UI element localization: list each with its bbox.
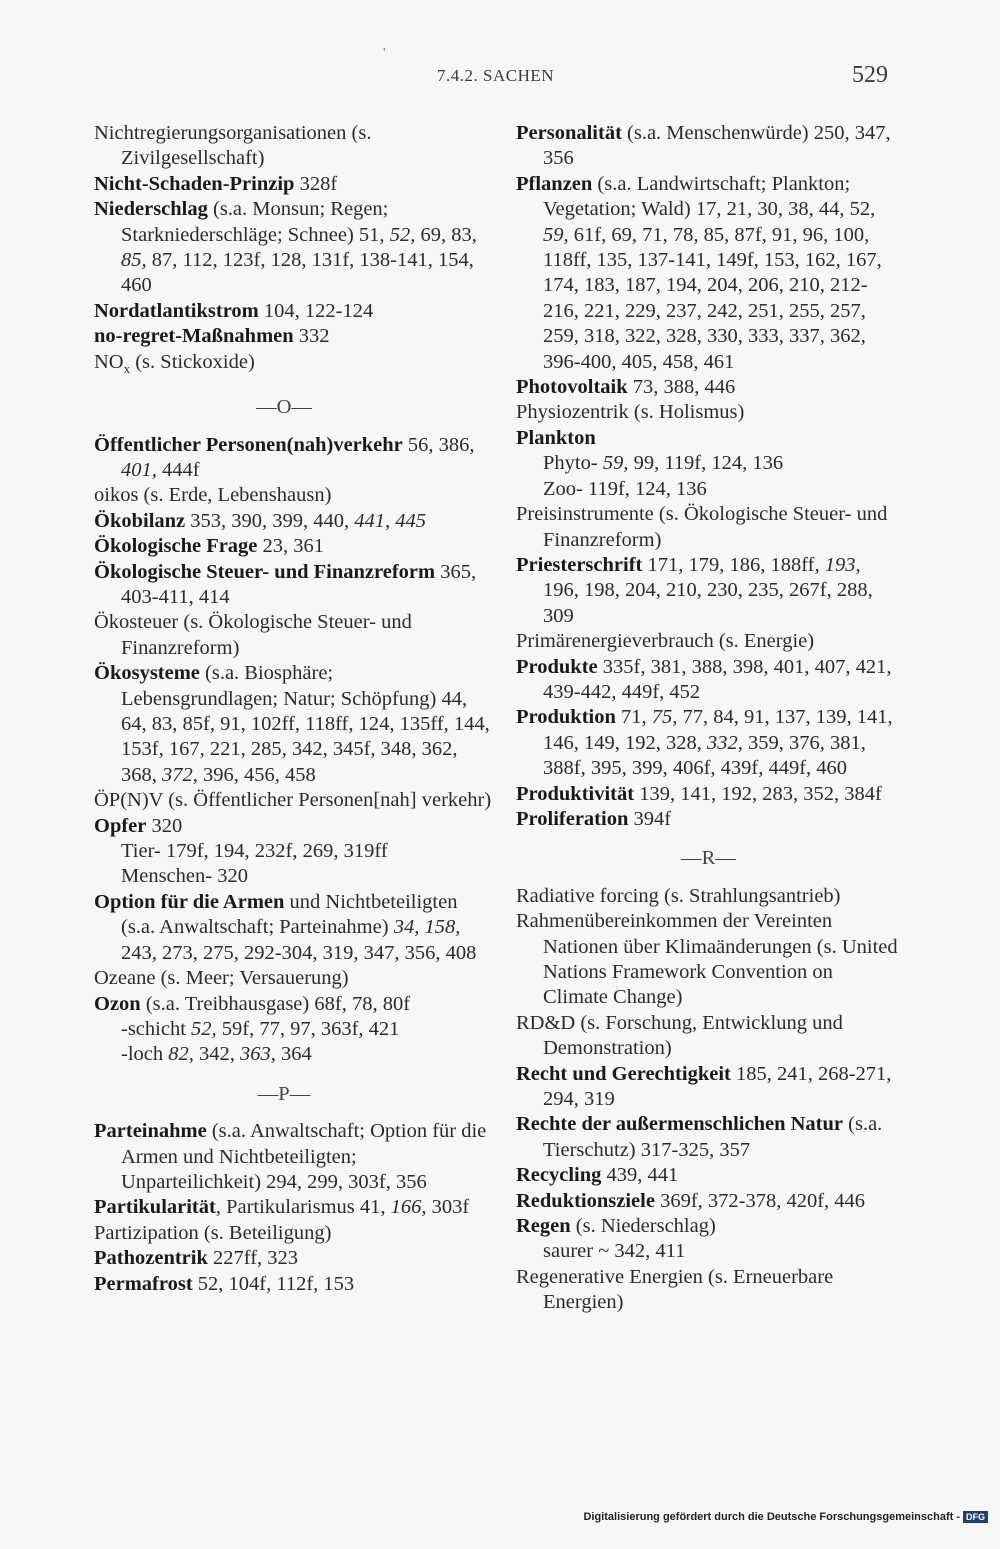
dfg-logo: DFG [963, 1511, 988, 1523]
index-entry [94, 324, 494, 349]
index-entry: Primärenergieverbrauch (s. Energie) [516, 630, 815, 653]
entry-head: Niederschlag [94, 198, 208, 221]
entry-refs: 73, 388, 446 [627, 376, 736, 399]
entry-head: Ökologische Steuer- und Finanzreform [94, 560, 436, 583]
entry-refs: (s.a. Landwirtschaft; Plankton; Vegetation; Wald) 17, 21, 30, 38, 44, 52, [543, 172, 876, 221]
entry-refs: (s. Niederschlag) [570, 1215, 716, 1238]
index-entry [94, 890, 494, 966]
index-entry [94, 814, 494, 839]
index-entry [94, 197, 494, 299]
entry-refs: 359, 376, 381, 388f, 395, 399, 406f, 439f, 449f, 460 [543, 731, 866, 780]
entry-head: Recht und Gerechtigkeit [516, 1062, 731, 1085]
index-entry [94, 1272, 494, 1297]
entry-ref-italic: 34, 158, [393, 916, 461, 939]
entry-text: NO [94, 350, 124, 373]
index-entry: Preisinstrumente (s. Ökologische Steuer- und Finanzreform) [516, 503, 888, 551]
entry-refs: 365, 403-411, 414 [121, 560, 477, 608]
entry-refs: (s.a. Treibhausgase) 68f, 78, 80f [140, 992, 411, 1015]
entry-refs: (s.a. Monsun; Regen; Starkniederschläge; Schnee) 51, [121, 198, 390, 246]
entry-head: Regen [516, 1215, 571, 1238]
entry-ref-italic: 85, [121, 249, 147, 272]
index-entry: ÖP(N)V (s. Öffentlicher Personen[nah] verkehr) [94, 789, 492, 812]
entry-head: Partikularität [94, 1196, 216, 1219]
index-entry [516, 172, 901, 375]
entry-ref-italic: 59, [602, 452, 629, 475]
entry-head: Ozon [94, 992, 141, 1015]
entry-ref-italic: 441, 445 [354, 509, 427, 532]
entry-head: Produktivität [516, 782, 635, 805]
index-entry [94, 661, 494, 788]
index-entry: Physiozentrik (s. Holismus) [516, 401, 745, 424]
entry-refs: 87, 112, 123f, 128, 131f, 138-141, 154, 460 [121, 249, 474, 297]
index-entry [516, 1163, 901, 1188]
entry-text: Nichtregierungsorganisationen (s. [94, 122, 372, 144]
index-subentry: Zoo- 119f, 124, 136 [543, 477, 707, 500]
entry-refs: 369f, 372-378, 420f, 446 [654, 1189, 866, 1212]
index-entry [516, 1214, 901, 1239]
entry-head: Öffentlicher Personen(nah)verkehr [94, 433, 403, 456]
entry-ref-italic: 59, [543, 223, 569, 246]
page-number: 529 [852, 62, 888, 88]
index-subentry: Tier- 179f, 194, 232f, 269, 319ff [121, 840, 388, 863]
entry-head: Permafrost [94, 1272, 193, 1295]
entry-refs: 139, 141, 192, 283, 352, 384f [634, 782, 882, 805]
index-entry [516, 807, 901, 832]
entry-head: Produkte [516, 655, 598, 678]
index-entry: Rahmenübereinkommen der Vereinten Nationen über Klimaänderungen (s. United Nations Framework Convention on Climate Change) [516, 910, 898, 1009]
entry-refs: 61f, 69, 71, 78, 85, 87f, 91, 96, 100, 118ff, 135, 137-141, 149f, 153, 162, 167, 174, 183, 187, 194, 204, 206, 210, 212-216, 221, 229, 237, 242, 251, 255, 257, 259, 318, 322, 328, 330, 333, 337, 362, 396-400, 405, 458, 461 [543, 223, 882, 373]
entry-head: Recycling [516, 1164, 602, 1187]
entry-head: no-regret-Maßnahmen [94, 325, 294, 348]
section-letter-p: —P— [257, 1082, 311, 1105]
entry-refs: 104, 122-124 [258, 299, 374, 322]
entry-head: Parteinahme [94, 1120, 207, 1143]
entry-text: Phyto- [543, 452, 603, 475]
entry-text: 364 [275, 1043, 312, 1066]
entry-ref-italic: 166, [390, 1196, 427, 1219]
entry-head: Proliferation [516, 807, 629, 830]
entry-refs: 69, 83, [415, 223, 477, 246]
index-entry: Radiative forcing (s. Strahlungsantrieb) [516, 884, 841, 907]
entry-head: Plankton [516, 426, 596, 449]
entry-head: Nicht-Schaden-Prinzip [94, 172, 295, 195]
index-entry [516, 1189, 901, 1214]
index-entry [94, 172, 494, 197]
entry-refs: (s.a. Menschenwürde) 250, 347, 356 [543, 122, 891, 170]
entry-refs: 185, 241, 268-271, 294, 319 [543, 1062, 892, 1111]
stray-mark: ' [383, 46, 386, 61]
entry-ref-italic: 82, [168, 1043, 194, 1066]
index-entry [94, 560, 494, 611]
index-entry [94, 1195, 494, 1220]
entry-text: 99, 119f, 124, 136 [628, 452, 784, 475]
entry-refs: 227ff, 323 [207, 1247, 299, 1270]
entry-refs: (s.a. Biosphäre; Lebensgrundlagen; Natur; Schöpfung) 44, 64, 83, 85f, 91, 102ff, 118ff, 124, 135ff, 144, 153f, 167, 221, 285, 342, 345f, 348, 362, 368, [121, 662, 490, 786]
entry-refs: 77, 84, 91, 137, 139, 141, 146, 149, 192, 328, [543, 706, 893, 754]
entry-refs: (s.a. Anwaltschaft; Option für die Armen und Nichtbeteiligten; Unparteilichkeit) 294, 299, 303f, 356 [121, 1120, 487, 1193]
index-entry: Ozeane (s. Meer; Versauerung) [94, 967, 349, 990]
index-entry [516, 655, 901, 706]
index-entry [516, 782, 901, 807]
entry-head: Ökobilanz [94, 509, 186, 532]
index-entry [94, 299, 494, 324]
entry-refs: , Partikularismus 41, [215, 1196, 391, 1219]
index-entry [94, 992, 494, 1017]
entry-ref-italic: 52, [389, 223, 416, 246]
entry-refs: 52, 104f, 112f, 153 [192, 1272, 355, 1295]
entry-head: Pathozentrik [94, 1247, 208, 1270]
entry-refs: 243, 273, 275, 292-304, 319, 347, 356, 408 [121, 941, 477, 964]
entry-head: Ökologische Frage [94, 535, 258, 558]
entry-text: Zivilgesellschaft) [121, 147, 265, 170]
entry-refs: 196, 198, 204, 210, 230, 235, 267f, 288, 309 [543, 579, 873, 627]
entry-head: Priesterschrift [516, 553, 643, 576]
entry-refs: und Nichtbeteiligten (s.a. Anwaltschaft; Parteinahme) [121, 890, 458, 939]
entry-ref-italic: 75, [651, 706, 678, 729]
entry-head: Produktion [516, 706, 616, 729]
entry-refs: 353, 390, 399, 440, [185, 509, 355, 532]
section-letter-r: —R— [681, 847, 736, 870]
subscript: x [123, 360, 131, 376]
entry-ref-italic: 193, [824, 553, 861, 576]
index-entry [94, 1119, 494, 1195]
entry-head: Ökosysteme [94, 662, 200, 685]
index-entry [94, 509, 494, 534]
entry-ref-italic: 332, [707, 731, 743, 754]
entry-refs: (s.a. Tierschutz) 317-325, 357 [543, 1113, 883, 1161]
footer-text: Digitalisierung gefördert durch die Deutsche Forschungsgemeinschaft - [583, 1511, 960, 1523]
entry-head: Opfer [94, 814, 147, 837]
index-entry [94, 121, 494, 172]
index-entry: Ökosteuer (s. Ökologische Steuer- und Finanzreform) [94, 611, 412, 659]
entry-refs: 444f [156, 458, 200, 481]
index-subentry [94, 1042, 494, 1067]
index-entry: Regenerative Energien (s. Erneuerbare Energien) [516, 1265, 834, 1314]
index-entry: Partizipation (s. Beteiligung) [94, 1221, 332, 1244]
entry-refs: 439, 441 [601, 1164, 679, 1187]
index-entry [516, 375, 901, 400]
entry-refs: 71, [615, 706, 652, 729]
index-entry: oikos (s. Erde, Lebenshausn) [94, 484, 332, 507]
index-entry [516, 1062, 901, 1113]
index-entry [94, 433, 494, 484]
index-entry [516, 553, 901, 629]
entry-text: -loch [121, 1043, 169, 1066]
running-head: 7.4.2. SACHEN [437, 66, 555, 85]
entry-refs: 328f [294, 172, 338, 195]
index-entry [94, 1246, 494, 1271]
section-letter-o: —O— [256, 396, 312, 419]
entry-head: Nordatlantikstrom [94, 299, 259, 322]
entry-text: 59f, 77, 97, 363f, 421 [216, 1017, 400, 1040]
entry-head: Rechte der außermenschlichen Natur [516, 1113, 844, 1136]
entry-refs: 303f [426, 1196, 470, 1219]
index-entry [516, 705, 901, 781]
index-entry [94, 534, 494, 559]
index-entry [516, 121, 901, 172]
entry-head: Photovoltaik [516, 376, 628, 399]
entry-ref-italic: 401, [121, 458, 157, 481]
entry-refs: 320 [146, 814, 183, 837]
index-subentry [94, 1017, 494, 1042]
entry-refs: 23, 361 [257, 535, 325, 558]
index-entry [94, 350, 494, 382]
entry-head: Reduktionsziele [516, 1189, 655, 1212]
entry-refs: 56, 386, [402, 433, 475, 456]
entry-text: 342, [193, 1043, 240, 1066]
entry-head: Pflanzen [516, 172, 593, 195]
entry-ref-italic: 372, [162, 763, 198, 786]
entry-text: (s. Stickoxide) [130, 350, 255, 373]
entry-refs: 335f, 381, 388, 398, 401, 407, 421, 439-442, 449f, 452 [543, 655, 892, 703]
entry-refs: 394f [628, 807, 672, 830]
index-subentry: Menschen- 320 [121, 865, 248, 888]
digitization-footer [583, 1511, 988, 1523]
entry-refs: 396, 456, 458 [197, 763, 316, 786]
index-entry [516, 426, 901, 451]
entry-head: Option für die Armen [94, 890, 285, 913]
index-subentry [516, 451, 901, 476]
entry-head: Personalität [516, 122, 622, 144]
index-column-right [516, 121, 901, 1316]
entry-ref-italic: 52, [191, 1017, 217, 1040]
entry-refs: 171, 179, 186, 188ff, [642, 553, 825, 576]
index-entry: RD&D (s. Forschung, Entwicklung und Demonstration) [516, 1011, 843, 1060]
index-entry [516, 1112, 901, 1163]
entry-text: -schicht [121, 1017, 192, 1040]
index-column-left [94, 121, 494, 1297]
index-subentry: saurer ~ 342, 411 [543, 1240, 686, 1263]
entry-refs: 332 [293, 325, 330, 348]
entry-ref-italic: 363, [240, 1043, 276, 1066]
